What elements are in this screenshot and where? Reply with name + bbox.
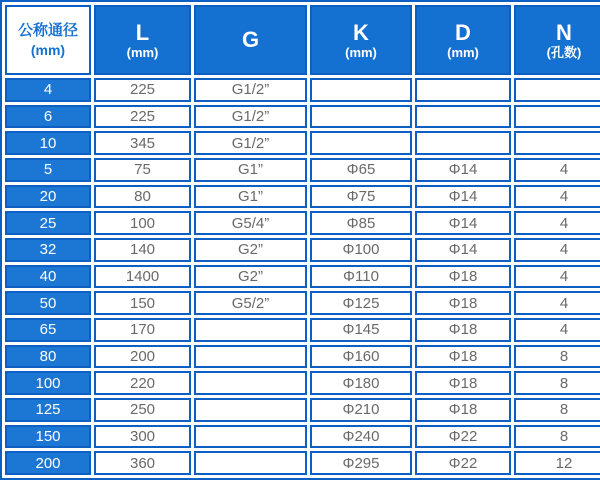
- data-cell: [310, 131, 412, 155]
- row-header-cell: 125: [5, 398, 91, 422]
- data-cell: 4: [514, 238, 600, 262]
- row-header-cell: 5: [5, 158, 91, 182]
- table-row: [5, 158, 600, 182]
- table-row: [5, 211, 600, 235]
- column-title: L: [135, 19, 150, 45]
- table-row: [5, 371, 600, 395]
- data-cell: 4: [514, 291, 600, 315]
- data-cell: [514, 131, 600, 155]
- column-header-cell: [94, 5, 191, 75]
- data-cell: 75: [94, 158, 191, 182]
- data-cell: Φ75: [310, 185, 412, 209]
- data-cell: 4: [514, 211, 600, 235]
- row-header-cell: 100: [5, 371, 91, 395]
- data-cell: [194, 345, 307, 369]
- row-header-cell: 40: [5, 265, 91, 289]
- column-header-cell: [194, 5, 307, 75]
- data-cell: Φ14: [415, 185, 511, 209]
- data-cell: Φ125: [310, 291, 412, 315]
- column-unit: (孔数): [546, 44, 582, 60]
- column-title: 公称通径: [17, 22, 78, 40]
- data-cell: Φ110: [310, 265, 412, 289]
- table-row: [5, 105, 600, 129]
- data-cell: Φ295: [310, 451, 412, 475]
- data-cell: 4: [514, 158, 600, 182]
- data-cell: Φ240: [310, 425, 412, 449]
- data-cell: Φ14: [415, 211, 511, 235]
- data-cell: 140: [94, 238, 191, 262]
- data-cell: 8: [514, 345, 600, 369]
- table-body: [5, 78, 600, 475]
- data-cell: 80: [94, 185, 191, 209]
- table-row: [5, 451, 600, 475]
- data-cell: [194, 398, 307, 422]
- data-cell: 12: [514, 451, 600, 475]
- column-unit: (mm): [126, 44, 159, 60]
- table-row: [5, 265, 600, 289]
- data-cell: [194, 318, 307, 342]
- row-header-cell: 65: [5, 318, 91, 342]
- data-cell: Φ18: [415, 345, 511, 369]
- data-cell: [194, 371, 307, 395]
- header-row: [5, 5, 600, 75]
- table-row: [5, 345, 600, 369]
- column-title: N: [556, 19, 572, 45]
- data-cell: 225: [94, 105, 191, 129]
- column-title: K: [353, 19, 369, 45]
- data-cell: [415, 105, 511, 129]
- column-title: G: [241, 27, 260, 53]
- table-row: [5, 291, 600, 315]
- row-header-cell: 150: [5, 425, 91, 449]
- data-cell: Φ18: [415, 291, 511, 315]
- data-cell: Φ18: [415, 371, 511, 395]
- data-cell: [310, 78, 412, 102]
- data-cell: [514, 105, 600, 129]
- data-cell: 220: [94, 371, 191, 395]
- row-header-cell: 200: [5, 451, 91, 475]
- data-cell: G1/2”: [194, 131, 307, 155]
- data-cell: 4: [514, 265, 600, 289]
- row-header-cell: 50: [5, 291, 91, 315]
- data-cell: 1400: [94, 265, 191, 289]
- table-row: [5, 185, 600, 209]
- data-cell: 4: [514, 185, 600, 209]
- table-row: [5, 238, 600, 262]
- data-cell: Φ22: [415, 451, 511, 475]
- data-cell: G5/4”: [194, 211, 307, 235]
- data-cell: 8: [514, 398, 600, 422]
- data-cell: 150: [94, 291, 191, 315]
- data-cell: [194, 425, 307, 449]
- data-cell: G5/2”: [194, 291, 307, 315]
- table-row: [5, 78, 600, 102]
- column-header-cell: [514, 5, 600, 75]
- row-header-cell: 6: [5, 105, 91, 129]
- column-header-cell: [415, 5, 511, 75]
- table-row: [5, 425, 600, 449]
- column-header-cell: [310, 5, 412, 75]
- column-title: D: [455, 19, 471, 45]
- data-cell: [415, 131, 511, 155]
- row-header-cell: 80: [5, 345, 91, 369]
- table-row: [5, 131, 600, 155]
- data-cell: Φ65: [310, 158, 412, 182]
- data-cell: [310, 105, 412, 129]
- data-cell: 345: [94, 131, 191, 155]
- data-cell: Φ85: [310, 211, 412, 235]
- row-header-cell: 32: [5, 238, 91, 262]
- data-cell: Φ180: [310, 371, 412, 395]
- data-cell: Φ145: [310, 318, 412, 342]
- data-cell: G2”: [194, 265, 307, 289]
- column-unit: (mm): [447, 44, 479, 60]
- data-cell: 100: [94, 211, 191, 235]
- data-cell: [194, 451, 307, 475]
- column-unit: (mm): [30, 41, 66, 58]
- corner-header-cell: [5, 5, 91, 75]
- data-cell: 250: [94, 398, 191, 422]
- column-unit: (mm): [345, 44, 377, 60]
- data-cell: 225: [94, 78, 191, 102]
- data-cell: Φ100: [310, 238, 412, 262]
- data-cell: 200: [94, 345, 191, 369]
- data-cell: 170: [94, 318, 191, 342]
- row-header-cell: 4: [5, 78, 91, 102]
- data-cell: Φ160: [310, 345, 412, 369]
- data-cell: G1/2”: [194, 78, 307, 102]
- row-header-cell: 25: [5, 211, 91, 235]
- data-cell: 8: [514, 371, 600, 395]
- data-cell: 8: [514, 425, 600, 449]
- data-cell: [514, 78, 600, 102]
- row-header-cell: 10: [5, 131, 91, 155]
- data-cell: 4: [514, 318, 600, 342]
- data-cell: Φ14: [415, 238, 511, 262]
- data-cell: G1/2”: [194, 105, 307, 129]
- data-cell: Φ22: [415, 425, 511, 449]
- data-cell: [415, 78, 511, 102]
- data-cell: 300: [94, 425, 191, 449]
- data-cell: G1”: [194, 185, 307, 209]
- data-cell: 360: [94, 451, 191, 475]
- data-cell: Φ18: [415, 398, 511, 422]
- row-header-cell: 20: [5, 185, 91, 209]
- data-cell: Φ210: [310, 398, 412, 422]
- table-row: [5, 318, 600, 342]
- data-cell: Φ18: [415, 265, 511, 289]
- data-cell: G1”: [194, 158, 307, 182]
- table-row: [5, 398, 600, 422]
- data-cell: G2”: [194, 238, 307, 262]
- data-cell: Φ14: [415, 158, 511, 182]
- data-cell: Φ18: [415, 318, 511, 342]
